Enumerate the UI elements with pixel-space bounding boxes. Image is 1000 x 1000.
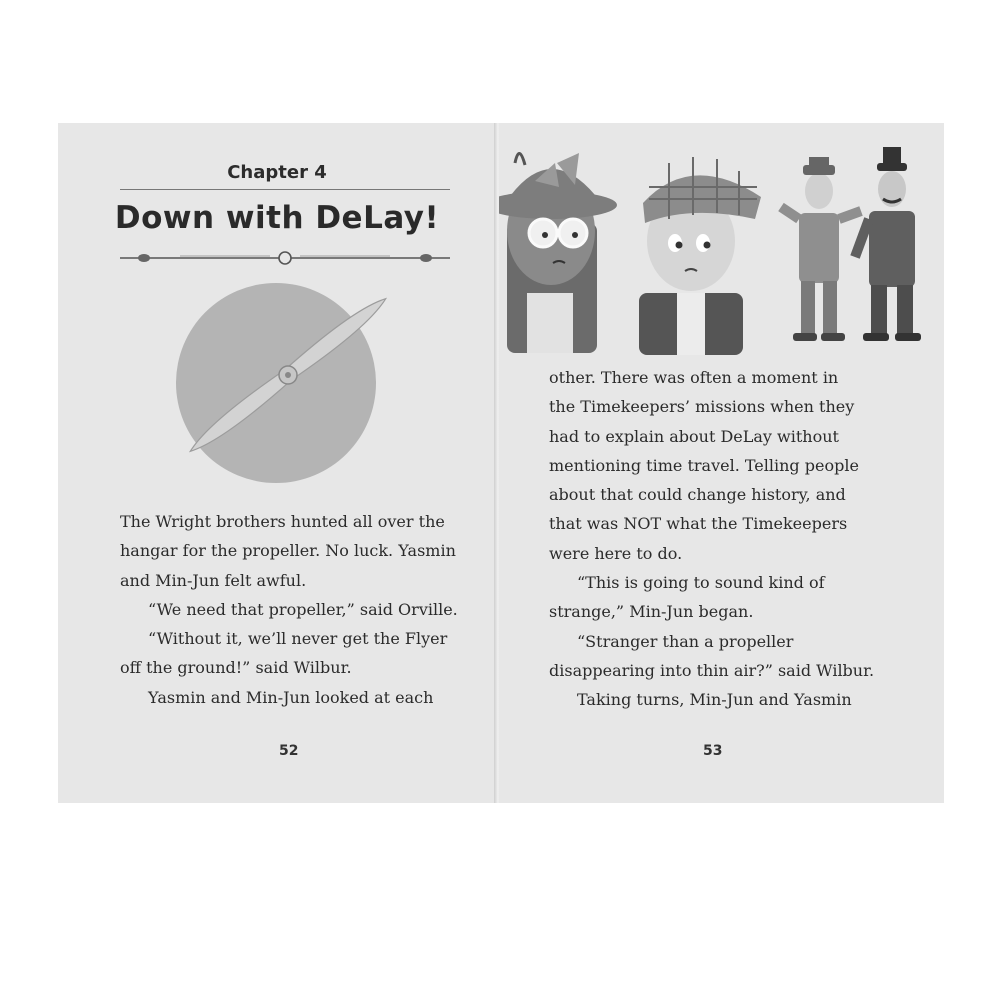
page-number-right: 53 (703, 743, 723, 759)
text-line: mentioning time travel. Telling people (549, 455, 859, 475)
text-line: that was NOT what the Timekeepers (549, 514, 848, 534)
text-line: Yasmin and Min-Jun looked at each (148, 687, 434, 707)
text-line: were here to do. (549, 543, 683, 563)
chapter-rule (120, 189, 450, 190)
text-line: “Without it, we’ll never get the Flyer (148, 629, 448, 649)
right-page (499, 123, 944, 803)
book-spread (58, 123, 944, 803)
yasmin-figure (499, 153, 617, 353)
text-line: other. There was often a moment in (549, 368, 839, 387)
wilbur-figure (855, 147, 921, 341)
left-page (58, 123, 496, 803)
text-line: strange,” Min-Jun began. (549, 602, 754, 622)
text-line: about that could change history, and (549, 485, 846, 505)
propeller-illustration (176, 283, 396, 483)
text-line: “Stranger than a propeller (577, 631, 794, 651)
text-line: the Timekeepers’ missions when they (549, 397, 855, 417)
text-line: had to explain about DeLay without (549, 426, 839, 446)
text-line: hangar for the propeller. No luck. Yasmin (120, 541, 456, 561)
characters-illustration (499, 123, 944, 358)
text-line: “This is going to sound kind of (577, 573, 825, 593)
min-jun-figure (639, 157, 761, 355)
right-page-text (549, 363, 874, 715)
chapter-label: Chapter 4 (227, 162, 327, 183)
text-line: and Min-Jun felt awful. (120, 570, 307, 590)
title-ornament (120, 250, 450, 266)
text-line: off the ground!” said Wilbur. (120, 658, 352, 678)
text-line: The Wright brothers hunted all over the (120, 512, 445, 531)
chapter-title: Down with DeLay! (114, 200, 440, 236)
text-line: Taking turns, Min-Jun and Yasmin (577, 690, 852, 710)
text-line: disappearing into thin air?” said Wilbur. (549, 660, 875, 680)
orville-figure (781, 157, 861, 341)
left-page-text (120, 507, 458, 712)
text-line: “We need that propeller,” said Orville. (148, 599, 458, 619)
page-number-left: 52 (279, 743, 299, 759)
